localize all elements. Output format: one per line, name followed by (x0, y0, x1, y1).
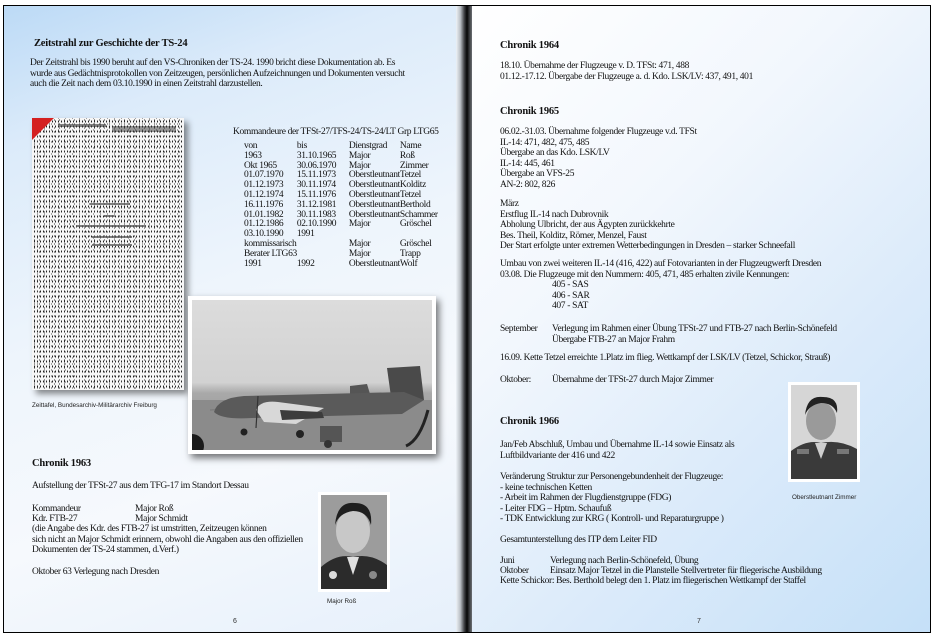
table-cell: 1991 (244, 258, 262, 269)
commanders-table (244, 142, 438, 269)
chronik-1966-janfeb (500, 440, 734, 461)
table-cell: Wolf (399, 258, 418, 269)
table-cell: Schammer (399, 209, 438, 220)
table-cell: 31.10.1965 (296, 150, 337, 161)
table-cell: 1991 (296, 229, 315, 240)
table-cell: 01.07.1970 (244, 170, 284, 181)
table-cell: Major (348, 219, 371, 230)
table-cell: Gröschel (399, 238, 432, 249)
chronik-line: - TDK Entwicklung zur KRG ( Kontroll- und Reparaturgruppe ) (500, 514, 724, 525)
table-cell: 01.12.1974 (244, 189, 284, 200)
kommandeur-label: Kommandeur (32, 504, 81, 514)
column-header: Name (399, 141, 422, 151)
chronik-line: - Leiter FDG – Hptm. Schaufuß (500, 503, 612, 514)
table-cell: 1992 (296, 258, 315, 269)
table-cell: Oberstleutnant (348, 180, 400, 191)
table-cell: Oberstleutnant (348, 189, 400, 200)
chronik-line: Jan/Feb Abschluß, Umbau und Übernahme IL-14 sowie Einsatz als (500, 440, 735, 450)
document-caption: Zeittafel, Bundesarchiv-Militärarchiv Freiburg (32, 402, 157, 409)
chronik-1964-block (500, 61, 753, 82)
column-header: Dienstgrad (348, 141, 388, 151)
chronik-1966-heading: Chronik 1966 (500, 416, 559, 427)
chronik-1965-heading: Chronik 1965 (500, 106, 559, 117)
table-cell: Tetzel (399, 170, 421, 181)
chronik-line: Kette Schickor: Bes. Berthold belegt den 1. Platz im fliegerischen Wettkampf der Staffel (500, 576, 806, 586)
oktober-label: Oktober: (500, 375, 531, 385)
table-cell: Berater LTG63 (244, 248, 297, 259)
commanders-title: Kommandeure der TFSt-27/TFS-24/TS-24/LT Grp LTG65 (233, 127, 439, 137)
chronik-line: Luftbildvariante der 416 und 422 (500, 450, 615, 461)
page-title: Zeitstrahl zur Geschichte der TS-24 (34, 38, 188, 49)
oktober-text: Einsatz Major Tetzel in die Planstelle Stellvertreter für fliegerische Ausbildung (550, 566, 822, 576)
table-cell: 15.11.1976 (296, 189, 336, 200)
chronik-1966-struktur (500, 472, 724, 525)
juni-label: Juni (500, 556, 515, 566)
note-line: (die Angabe des Kdr. des FTB-27 ist umstritten, Zeitzeugen können (32, 524, 267, 534)
chronik-line: März (500, 199, 519, 209)
table-cell: Berthold (399, 199, 431, 210)
table-cell: 01.12.1986 (244, 219, 284, 230)
chronik-line: Abholung Ulbricht, der aus Ägypten zurückkehrte (500, 220, 675, 231)
kennung-item: 406 - SAR (552, 290, 590, 301)
red-corner-mark (32, 118, 54, 140)
note-line: Dokumenten der TS-24 stammen, d.Verf.) (32, 545, 179, 556)
table-cell: 03.10.1990 (244, 229, 284, 240)
document-scan-image (32, 118, 184, 390)
il14-aircraft-photo (188, 296, 436, 454)
chronik-line: Umbau von zwei weiteren IL-14 (416, 422) auf Fotovarianten in der Flugzeugwerft Dresden (500, 259, 822, 269)
chronik-line: Bes. Theil, Kolditz, Römer, Menzel, Faust (500, 230, 647, 241)
kdr-value: Major Schmidt (135, 514, 188, 524)
table-cell: 16.11.1976 (244, 199, 283, 210)
table-cell: Major (348, 248, 371, 259)
table-cell: Oberstleutnant (348, 199, 400, 210)
chronik-1963-line: Oktober 63 Verlegung nach Dresden (32, 567, 160, 577)
table-cell: 30.11.1983 (296, 209, 336, 220)
chronik-line: Gesamtunterstellung des ITP dem Leiter FID (500, 535, 657, 545)
table-cell: Roß (399, 150, 415, 161)
table-cell: Okt 1965 (244, 160, 277, 171)
table-cell: Major (348, 150, 371, 161)
page-number: 6 (233, 618, 237, 625)
portrait-caption: Oberstleutnant Zimmer (792, 494, 857, 501)
table-cell: Zimmer (399, 160, 429, 171)
table-cell: Major (348, 238, 371, 249)
table-cell: Gröschel (399, 219, 432, 230)
oktober-text: Übernahme der TFSt-27 durch Major Zimmer (552, 375, 714, 385)
chronik-1963-note (32, 524, 303, 556)
table-cell: 02.10.1990 (296, 219, 337, 230)
chronik-line: Erstflug IL-14 nach Dubrovnik (500, 209, 609, 220)
chronik-line: Verlegung im Rahmen einer Übung TFSt-27 und FTB-27 nach Berlin-Schönefeld (552, 324, 837, 334)
table-cell: Kolditz (399, 180, 426, 191)
september-label: September (500, 324, 538, 334)
kdr-label: Kdr. FTB-27 (32, 514, 78, 524)
september-block (552, 324, 837, 345)
book-spread (3, 5, 931, 633)
chronik-line: 01.12.-17.12. Übergabe der Flugzeuge a. d. Kdo. LSK/LV: 437, 491, 401 (500, 71, 753, 82)
table-cell: Oberstleutnant (348, 170, 400, 181)
chronik-1965-block3 (500, 259, 821, 280)
kennung-item: 405 - SAS (552, 280, 589, 290)
chronik-1963-heading: Chronik 1963 (32, 458, 91, 469)
chronik-line: Veränderung Struktur zur Personengebundenheit der Flugzeuge: (500, 472, 724, 482)
chronik-line: 16.09. Kette Tetzel erreichte 1.Platz im flieg. Wettkampf der LSK/LV (Tetzel, Schickor, Strauß) (500, 353, 831, 363)
table-cell: 01.01.1982 (244, 209, 284, 220)
zivile-kennungen-list (552, 280, 590, 312)
table-cell: Major (348, 160, 371, 171)
portrait-major-ross (318, 492, 390, 592)
oktober-label: Oktober (500, 566, 529, 576)
chronik-line: Übergabe FTB-27 an Major Frahm (552, 334, 675, 345)
intro-line: Der Zeitstrahl bis 1990 beruht auf den VS-Chroniken der TS-24. 1990 bricht diese Dokumentation ab. Es (30, 58, 396, 68)
chronik-line: Übergabe an das Kdo. LSK/LV (500, 148, 610, 159)
chronik-line: 06.02.-31.03. Übernahme folgender Flugzeuge v.d. TFSt (500, 127, 697, 137)
chronik-line: Übergabe an VFS-25 (500, 169, 575, 180)
chronik-line: - keine technischen Ketten (500, 482, 592, 493)
table-cell: Tetzel (399, 189, 421, 200)
table-cell (297, 240, 349, 250)
table-cell: Trapp (399, 248, 421, 259)
table-cell: kommissarisch (244, 238, 297, 249)
intro-line: auch die Zeit nach dem 03.10.1990 in einen Zeitstrahl darzustellen. (30, 79, 263, 90)
intro-line: wurde aus Gedächtnisprotokollen von Zeitzeugen, persönlichen Aufzeichnungen und Dokumenten versucht (30, 68, 405, 79)
chronik-line: 03.08. Die Flugzeuge mit den Nummern: 405, 471, 485 erhalten zivile Kennungen: (500, 269, 790, 280)
chronik-1965-block1 (500, 127, 697, 191)
juni-text: Verlegung nach Berlin-Schönefeld, Übung (550, 556, 699, 566)
chronik-line: - Arbeit im Rahmen der Flugdienstgruppe (FDG) (500, 493, 672, 504)
chronik-line: 18.10. Übernahme der Flugzeuge v. D. TFSt: 471, 488 (500, 61, 690, 71)
right-page (472, 6, 930, 632)
table-cell: 01.12.1973 (244, 180, 284, 191)
table-cell: 15.11.1973 (296, 170, 336, 181)
kennung-item: 407 - SAT (552, 301, 588, 312)
page-number: 7 (697, 618, 701, 625)
chronik-1964-heading: Chronik 1964 (500, 40, 559, 51)
column-header: von (244, 141, 258, 151)
table-cell: 30.06.1970 (296, 160, 337, 171)
intro-paragraph (30, 58, 405, 90)
chronik-1963-line: Aufstellung der TFSt-27 aus dem TFG-17 im Standort Dessau (32, 481, 249, 491)
column-header: bis (296, 141, 307, 151)
chronik-line: AN-2: 802, 826 (500, 179, 555, 190)
chronik-line: IL-14: 445, 461 (500, 158, 555, 169)
table-cell: Oberstleutnant (348, 209, 400, 220)
portrait-oberstleutnant-zimmer (788, 382, 860, 482)
note-line: sich nicht an Major Schmidt erinnern, obwohl die Angaben aus den offiziellen (32, 534, 303, 545)
table-cell: 31.12.1981 (296, 199, 337, 210)
left-page (4, 6, 466, 632)
kommandeur-value: Major Roß (135, 504, 174, 514)
table-cell: 1963 (244, 150, 262, 161)
chronik-1965-block2 (500, 199, 795, 252)
portrait-caption: Major Roß (327, 598, 357, 605)
chronik-line: Der Start erfolgte unter extremen Wetterbedingungen in Dresden – starker Schneefall (500, 241, 795, 252)
table-row (244, 260, 438, 270)
table-cell: 30.11.1974 (296, 180, 336, 191)
table-cell: Oberstleutnant (348, 258, 400, 269)
chronik-line: IL-14: 471, 482, 475, 485 (500, 137, 590, 148)
